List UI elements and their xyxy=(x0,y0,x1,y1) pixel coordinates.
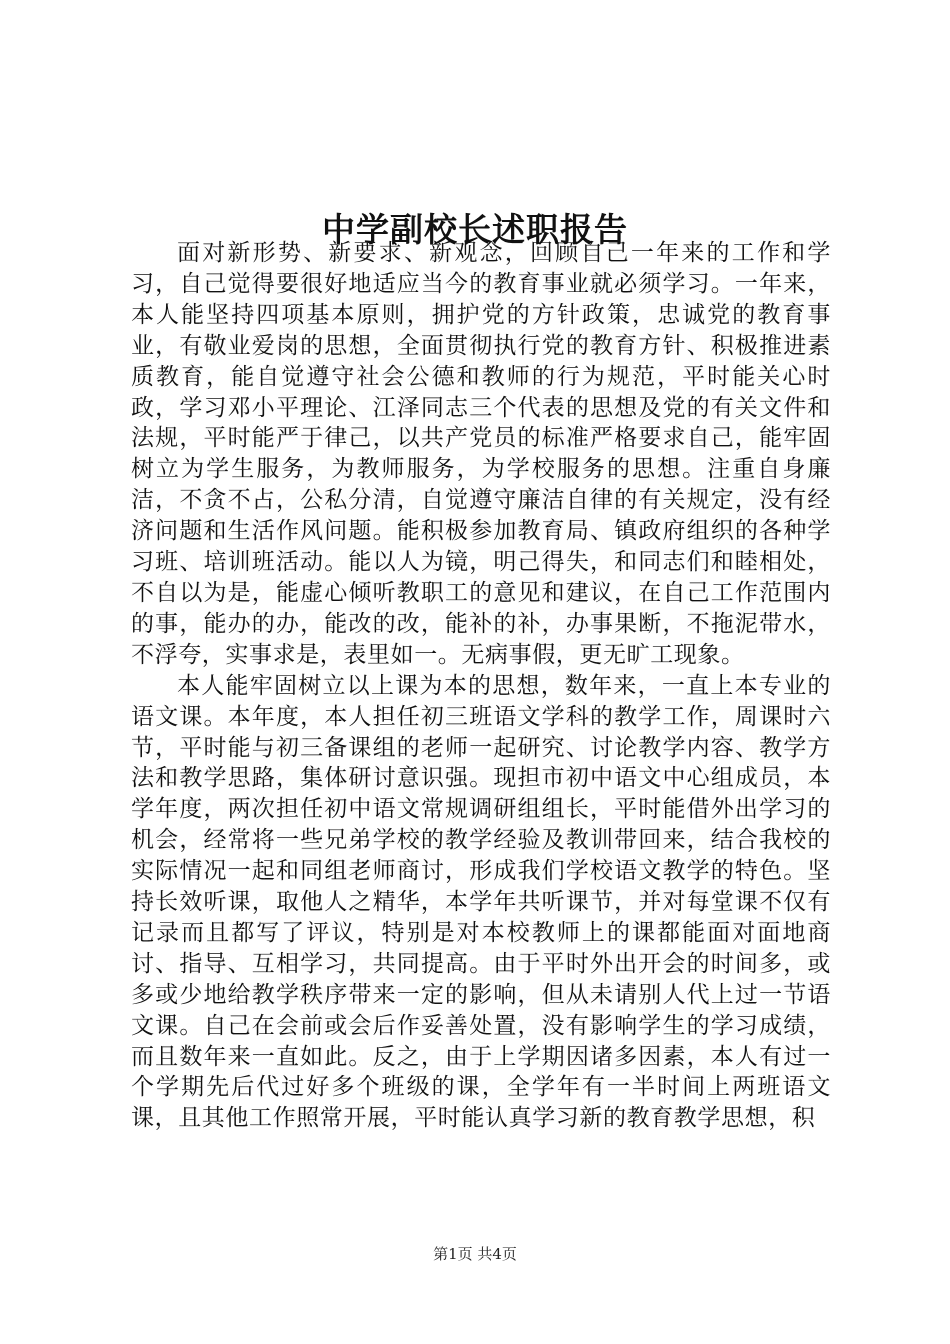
paragraph: 面对新形势、新要求、新观念，回顾自己一年来的工作和学习，自己觉得要很好地适应当今的教育事业就必须学习。一年来，本人能坚持四项基本原则，拥护党的方针政策，忠诚党的教育事业，有敬业爱岗的思想，全面贯彻执行党的教育方针、积极推进素质教育，能自觉遵守社会公德和教师的行为规范，平时能关心时政，学习邓小平理论、江泽同志三个代表的思想及党的有关文件和法规，平时能严于律己，以共产党员的标准严格要求自己，能牢固树立为学生服务，为教师服务，为学校服务的思想。注重自身廉洁，不贪不占，公私分清，自觉遵守廉洁自律的有关规定，没有经济问题和生活作风问题。能积极参加教育局、镇政府组织的各种学习班、培训班活动。能以人为镜，明己得失，和同志们和睦相处，不自以为是，能虚心倾听教职工的意见和建议，在自己工作范围内的事，能办的办，能改的改，能补的补，办事果断，不拖泥带水，不浮夸，实事求是，表里如一。无病事假，更无旷工现象。 xyxy=(131,240,831,668)
paragraph: 本人能牢固树立以上课为本的思想，数年来，一直上本专业的语文课。本年度，本人担任初三班语文学科的教学工作，周课时六节，平时能与初三备课组的老师一起研究、讨论教学内容、教学方法和教学思路，集体研讨意识强。现担市初中语文中心组成员，本学年度，两次担任初中语文常规调研组组长，平时能借外出学习的机会，经常将一些兄弟学校的教学经验及教训带回来，结合我校的实际情况一起和同组老师商讨，形成我们学校语文教学的特色。坚持长效听课，取他人之精华，本学年共听课节，并对每堂课不仅有记录而且都写了评议，特别是对本校教师上的课都能面对面地商讨、指导、互相学习，共同提高。由于平时外出开会的时间多，或多或少地给教学秩序带来一定的影响，但从未请别人代上过一节语文课。自己在会前或会后作妥善处置，没有影响学生的学习成绩，而且数年来一直如此。反之，由于上学期因诸多因素，本人有过一个学期先后代过好多个班级的课，全学年有一半时间上两班语文课，且其他工作照常开展，平时能认真学习新的教育教学思想，积 xyxy=(131,672,831,1132)
page-footer: 第1页 共4页 xyxy=(433,1245,517,1263)
document-body xyxy=(131,238,831,1134)
document-title: 中学副校长述职报告 xyxy=(322,210,628,250)
